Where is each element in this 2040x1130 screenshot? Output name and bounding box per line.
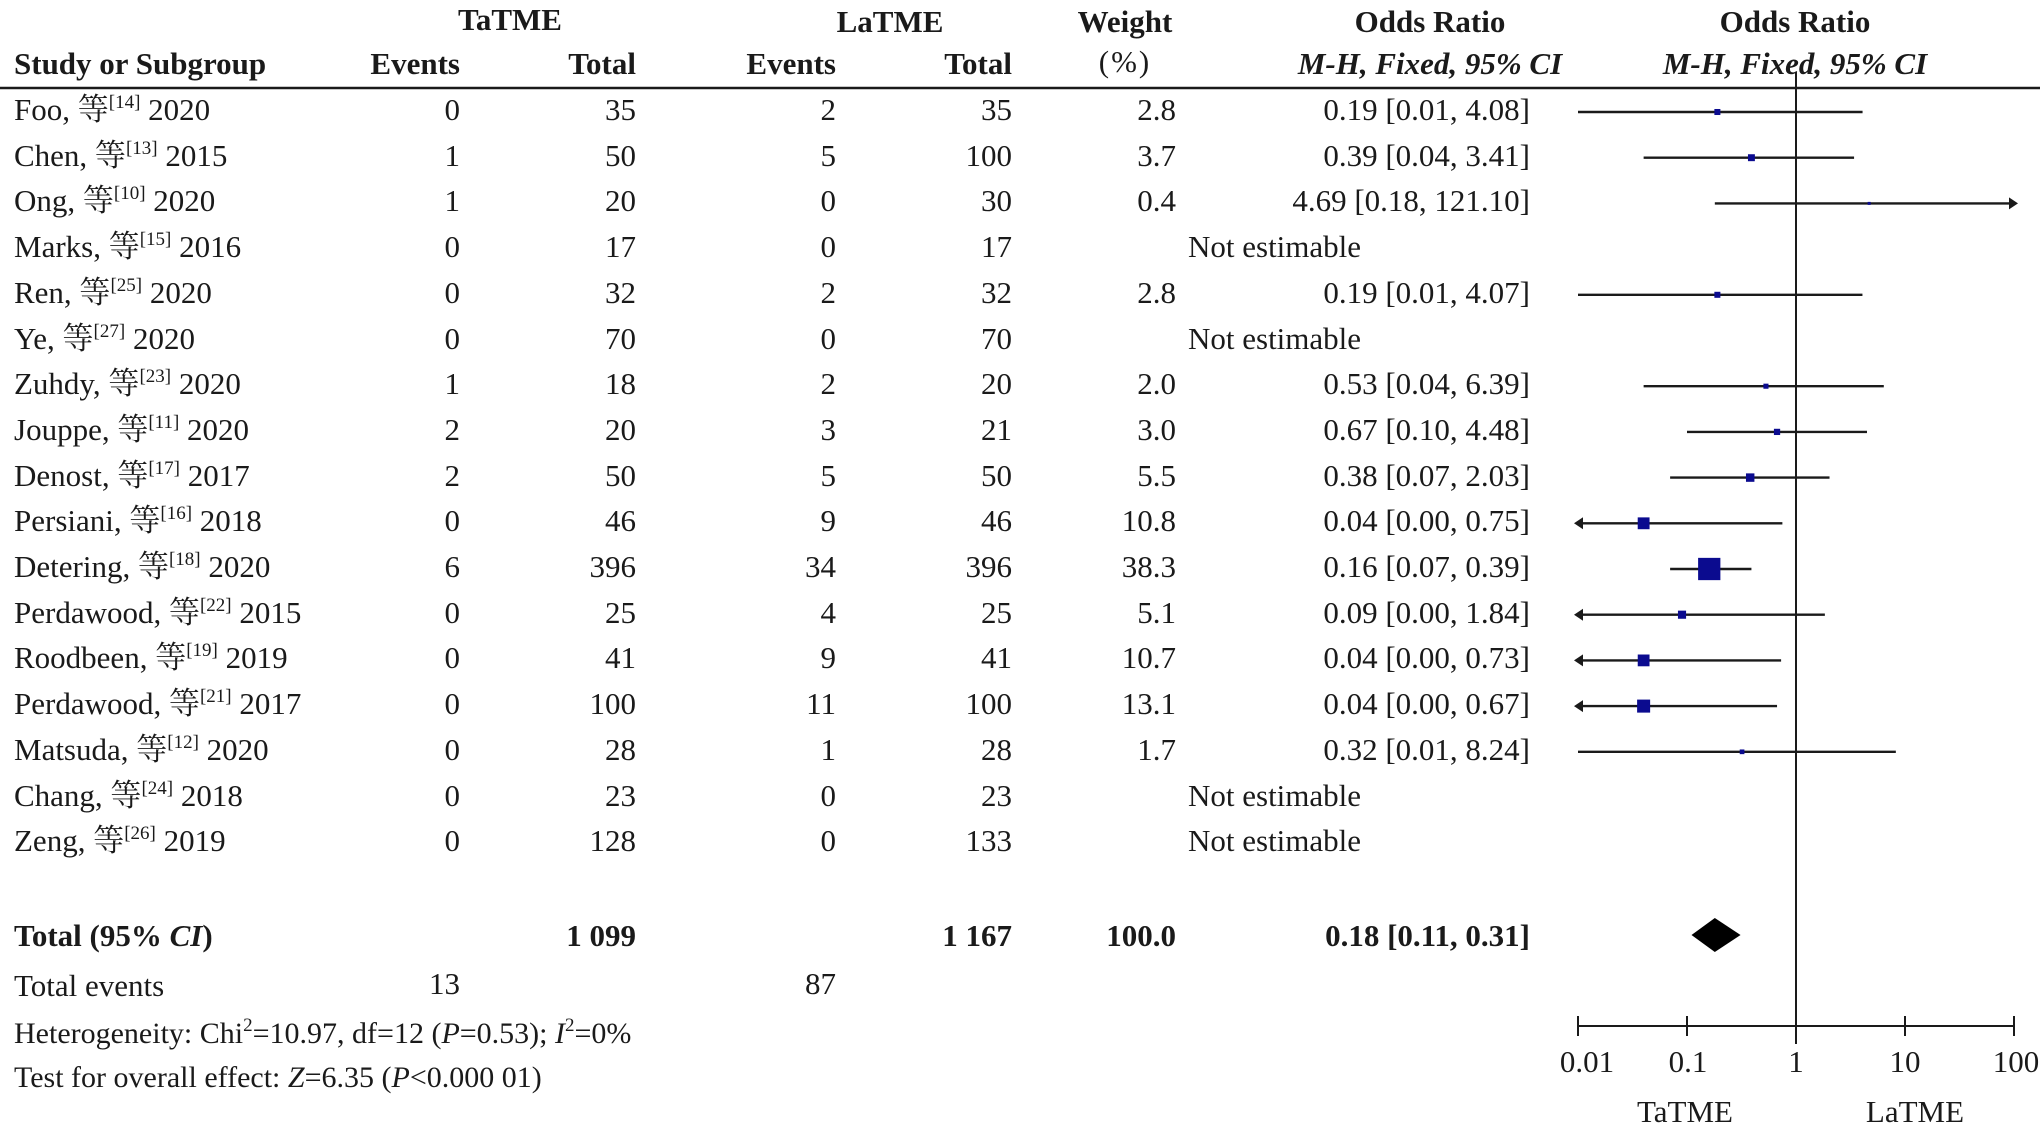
study-marker (1678, 611, 1686, 619)
ci-cell: Not estimable (1188, 777, 1362, 813)
total2-cell: 133 (965, 823, 1012, 859)
total2-cell: 100 (965, 137, 1012, 173)
events1-cell: 0 (444, 320, 460, 356)
total2-cell: 396 (965, 549, 1012, 584)
events2-cell: 0 (820, 183, 836, 219)
ci-left-arrow (1574, 517, 1583, 529)
study-marker (1638, 655, 1650, 667)
total-label: Total (95% CI) (14, 918, 213, 953)
total1-cell: 23 (605, 777, 636, 813)
study-name: Perdawood, 等[21] 2017 (14, 686, 302, 722)
study-name: Ren, 等[25] 2020 (14, 274, 212, 310)
ci-left-arrow (1574, 609, 1583, 621)
events1-cell: 0 (444, 777, 460, 813)
total2-cell: 46 (981, 503, 1012, 539)
total1-cell: 17 (605, 229, 636, 265)
total1-cell: 20 (605, 183, 636, 219)
total2-cell: 35 (981, 92, 1012, 127)
weight-cell: 10.7 (1121, 640, 1176, 676)
axis-tick-label: 0.01 (1559, 1044, 1615, 1079)
events1-cell: 2 (444, 411, 460, 447)
total1-cell: 32 (605, 274, 636, 310)
ci-left-arrow (1574, 700, 1583, 712)
events1-header: Events (370, 46, 460, 81)
ci-right-arrow (2009, 197, 2018, 209)
study-name: Detering, 等[18] 2020 (14, 549, 271, 584)
total2-cell: 25 (981, 594, 1012, 630)
events2-cell: 9 (820, 640, 836, 676)
study-marker (1746, 473, 1754, 481)
events2-cell: 2 (820, 274, 836, 310)
study-marker (1638, 517, 1650, 529)
events2-cell: 0 (820, 320, 836, 356)
events2-cell: 0 (820, 777, 836, 813)
total1-cell: 35 (605, 92, 636, 127)
study-name: Zuhdy, 等[23] 2020 (14, 366, 241, 402)
weight-cell: 2.8 (1137, 274, 1176, 310)
ci-cell: 0.04 [0.00, 0.67] (1323, 686, 1530, 722)
study-name: Persiani, 等[16] 2018 (14, 503, 262, 539)
events1-cell: 0 (444, 686, 460, 722)
or-header: Odds Ratio (1354, 4, 1506, 39)
weight-cell: 3.7 (1137, 137, 1176, 173)
study-name: Ye, 等[27] 2020 (14, 320, 195, 356)
total-n2: 1 167 (942, 918, 1012, 953)
total-ci: 0.18 [0.11, 0.31] (1325, 918, 1530, 953)
total2-cell: 41 (981, 640, 1012, 676)
ci-cell: 0.04 [0.00, 0.75] (1323, 503, 1530, 539)
overall-effect-text: Test for overall effect: Z=6.35 (P<0.000 01) (14, 1061, 542, 1094)
total-events-1: 13 (429, 966, 460, 1001)
weight-cell: 2.0 (1137, 366, 1176, 402)
events2-header: Events (746, 46, 836, 81)
group1-header: TaTME (458, 2, 562, 37)
study-name: Denost, 等[17] 2017 (14, 457, 250, 493)
events1-cell: 0 (444, 229, 460, 265)
total-weight: 100.0 (1106, 918, 1176, 953)
total2-cell: 32 (981, 274, 1012, 310)
ci-cell: 0.19 [0.01, 4.08] (1323, 92, 1530, 127)
events2-cell: 0 (820, 823, 836, 859)
total1-cell: 70 (605, 320, 636, 356)
weight-unit-header: (%) (1098, 44, 1152, 79)
plot-subheader: M-H, Fixed, 95% CI (1662, 46, 1928, 81)
events1-cell: 6 (444, 549, 460, 584)
study-marker (1714, 292, 1720, 298)
events1-cell: 0 (444, 731, 460, 767)
total1-cell: 50 (605, 137, 636, 173)
events1-cell: 0 (444, 594, 460, 630)
study-marker (1637, 700, 1650, 713)
events1-cell: 0 (444, 640, 460, 676)
total2-cell: 23 (981, 777, 1012, 813)
study-name: Foo, 等[14] 2020 (14, 92, 211, 127)
total2-cell: 20 (981, 366, 1012, 402)
total2-cell: 30 (981, 183, 1012, 219)
events1-cell: 1 (444, 183, 460, 219)
axis-left-label: TaTME (1637, 1094, 1733, 1129)
events1-cell: 0 (444, 823, 460, 859)
total2-cell: 70 (981, 320, 1012, 356)
total1-cell: 128 (589, 823, 636, 859)
total1-cell: 41 (605, 640, 636, 676)
axis-right-label: LaTME (1865, 1094, 1965, 1129)
study-name: Roodbeen, 等[19] 2019 (14, 640, 288, 676)
total2-cell: 100 (965, 686, 1012, 722)
axis-tick-label: 1 (1788, 1044, 1804, 1079)
events2-cell: 2 (820, 92, 836, 127)
events2-cell: 2 (820, 366, 836, 402)
total2-cell: 50 (981, 457, 1012, 493)
axis-tick-label: 100 (1992, 1044, 2040, 1079)
study-name: Perdawood, 等[22] 2015 (14, 594, 302, 630)
or-subheader: M-H, Fixed, 95% CI (1297, 46, 1563, 81)
weight-cell: 10.8 (1121, 503, 1176, 539)
events1-cell: 0 (444, 503, 460, 539)
study-marker (1868, 202, 1871, 205)
study-marker (1763, 384, 1768, 389)
study-name: Chen, 等[13] 2015 (14, 137, 228, 173)
ci-cell: Not estimable (1188, 823, 1362, 859)
ci-cell: 0.16 [0.07, 0.39] (1323, 549, 1530, 584)
study-header: Study or Subgroup (14, 46, 267, 81)
weight-cell: 13.1 (1121, 686, 1176, 722)
total1-header: Total (568, 46, 636, 81)
weight-cell: 2.8 (1137, 92, 1176, 127)
total-events-2: 87 (805, 966, 836, 1001)
axis-tick-label: 10 (1889, 1044, 1921, 1079)
total2-header: Total (944, 46, 1012, 81)
events2-cell: 1 (820, 731, 836, 767)
ci-cell: 0.19 [0.01, 4.07] (1323, 274, 1530, 310)
weight-cell: 38.3 (1121, 549, 1176, 584)
study-marker (1748, 154, 1755, 161)
total2-cell: 21 (981, 411, 1012, 447)
pooled-diamond (1692, 918, 1741, 952)
events1-cell: 2 (444, 457, 460, 493)
weight-cell: 0.4 (1137, 183, 1176, 219)
total2-cell: 28 (981, 731, 1012, 767)
ci-cell: 0.39 [0.04, 3.41] (1323, 137, 1530, 173)
events1-cell: 0 (444, 274, 460, 310)
study-name: Zeng, 等[26] 2019 (14, 823, 226, 859)
weight-cell: 1.7 (1137, 731, 1176, 767)
ci-cell: Not estimable (1188, 229, 1362, 265)
ci-left-arrow (1574, 654, 1583, 666)
events2-cell: 11 (806, 686, 836, 722)
ci-cell: 0.53 [0.04, 6.39] (1323, 366, 1530, 402)
total1-cell: 18 (605, 366, 636, 402)
total2-cell: 17 (981, 229, 1012, 265)
events2-cell: 4 (820, 594, 836, 630)
weight-cell: 5.5 (1137, 457, 1176, 493)
total1-cell: 396 (589, 549, 636, 584)
study-name: Chang, 等[24] 2018 (14, 777, 243, 813)
total1-cell: 25 (605, 594, 636, 630)
study-marker (1740, 749, 1745, 754)
events2-cell: 5 (820, 457, 836, 493)
events1-cell: 0 (444, 92, 460, 127)
weight-cell: 3.0 (1137, 411, 1176, 447)
total1-cell: 28 (605, 731, 636, 767)
weight-cell: 5.1 (1137, 594, 1176, 630)
ci-cell: Not estimable (1188, 320, 1362, 356)
study-name: Marks, 等[15] 2016 (14, 229, 242, 265)
ci-cell: 4.69 [0.18, 121.10] (1292, 183, 1530, 219)
group2-header: LaTME (836, 4, 944, 39)
heterogeneity-text: Heterogeneity: Chi$^2$=10.97, df=12 (P=0.53); $I^2=0\%$ (14, 1015, 632, 1050)
ci-cell: 0.38 [0.07, 2.03] (1323, 457, 1530, 493)
events1-cell: 1 (444, 366, 460, 402)
events2-cell: 9 (820, 503, 836, 539)
study-marker (1774, 429, 1780, 435)
total-n1: 1 099 (566, 918, 636, 953)
ci-cell: 0.09 [0.00, 1.84] (1323, 594, 1530, 630)
events2-cell: 0 (820, 229, 836, 265)
study-marker (1698, 558, 1720, 580)
ci-cell: 0.04 [0.00, 0.73] (1323, 640, 1530, 676)
ci-cell: 0.32 [0.01, 8.24] (1323, 731, 1530, 767)
events1-cell: 1 (444, 137, 460, 173)
total1-cell: 50 (605, 457, 636, 493)
plot-header: Odds Ratio (1719, 4, 1871, 39)
study-name: Matsuda, 等[12] 2020 (14, 731, 269, 767)
weight-header: Weight (1077, 4, 1173, 39)
study-marker (1714, 109, 1720, 115)
events2-cell: 34 (805, 549, 836, 584)
total1-cell: 20 (605, 411, 636, 447)
events2-cell: 5 (820, 137, 836, 173)
total1-cell: 100 (589, 686, 636, 722)
total-events-label: Total events (14, 968, 165, 1003)
ci-cell: 0.67 [0.10, 4.48] (1323, 411, 1530, 447)
events2-cell: 3 (820, 411, 836, 447)
study-name: Ong, 等[10] 2020 (14, 183, 216, 219)
axis-tick-label: 0.1 (1668, 1044, 1708, 1079)
study-name: Jouppe, 等[11] 2020 (14, 411, 250, 447)
total1-cell: 46 (605, 503, 636, 539)
